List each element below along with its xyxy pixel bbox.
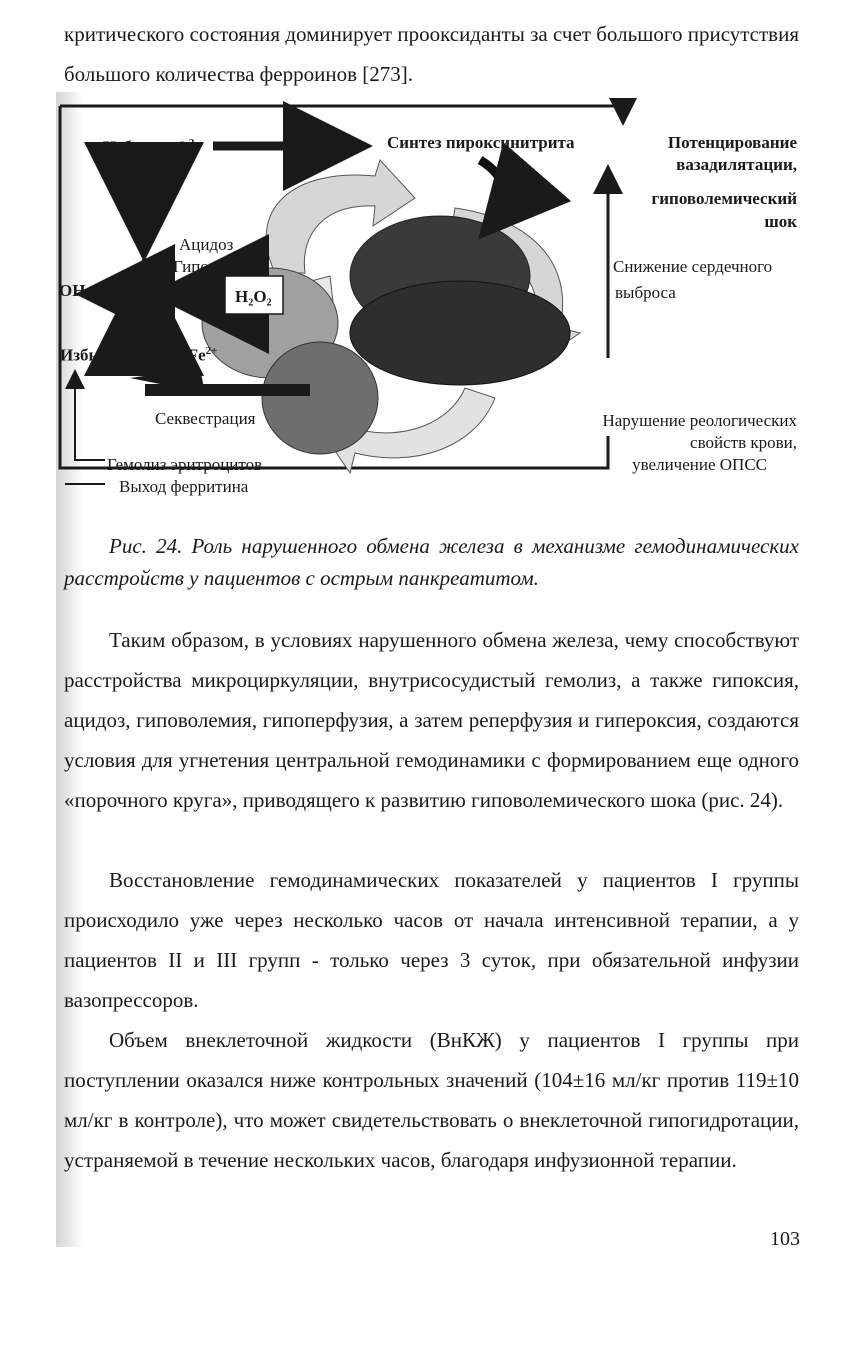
- label-synthesis: Синтез пироксинитрита: [387, 133, 575, 152]
- label-shock-2: шок: [764, 212, 797, 231]
- figure-caption: Рис. 24. Роль нарушенного обмена железа в механизме гемодинамических расстройств у пациентов с острым панкреатитом.: [64, 534, 799, 590]
- label-cardiac-2: выброса: [615, 283, 676, 302]
- label-cardiac-1: Снижение сердечного: [613, 257, 773, 276]
- label-hemolysis: Гемолиз эритроцитов: [107, 455, 263, 474]
- label-rheology-2: свойств крови,: [690, 433, 797, 452]
- label-h2o2: H₂O₂: [235, 287, 272, 306]
- label-ferritin: Выход ферритина: [119, 477, 249, 496]
- label-potentiation-2: вазадилятации,: [676, 155, 797, 174]
- label-excess-fe: Избыток $Fe^{3+}$ ↔ $Fe^{2+}$: [60, 345, 218, 365]
- frame-outline: [60, 106, 623, 120]
- label-shock-1: гиповолемический: [651, 189, 797, 208]
- label-sequestration: Секвестрация: [155, 409, 256, 428]
- paragraph-4: Объем внеклеточной жидкости (ВнКЖ) у пациентов I группы при поступлении оказался ниже контрольных значений (104±16 мл/кг против 119±10 мл/кг в контроле), что может свидетельствовать о внеклеточной гипогидротации, устраняемой в течение нескольких часов, благодаря инфузионной терапии.: [64, 1028, 799, 1172]
- label-potentiation-1: Потенцирование: [667, 133, 797, 152]
- label-acidosis: Ацидоз: [179, 235, 234, 254]
- label-fe2: $Fe^{2+}$: [132, 261, 162, 281]
- label-rheology-3: увеличение ОПСС: [632, 455, 767, 474]
- page-number: 103: [770, 1228, 800, 1250]
- paragraph-2: Таким образом, в условиях нарушенного обмена железа, чему способствуют расстройства микроциркуляции, внутрисосудистый гемолиз, а также гипоксия, ацидоз, гиповолемия, гипоперфузия, а затем реперфузия и гипероксия, создаются условия для угнетения центральной гемодинамики с формированием еще одного «порочного круга», приводящего к развитию гиповолемического шока (рис. 24).: [64, 628, 799, 812]
- paragraph-3: Восстановление гемодинамических показателей у пациентов I группы происходило уже через несколько часов от начала интенсивной терапии, а у пациентов II и III групп - только через 3 суток, при обязательной инфузии вазопрессоров.: [64, 868, 799, 1012]
- paragraph-1: критического состояния доминирует прооксиданты за счет большого присутствия большого количества ферроинов [273].: [64, 22, 799, 86]
- hemolysis-line: [75, 373, 105, 460]
- ellipse-center: [350, 281, 570, 385]
- label-hypoxia: Гипоксия: [173, 257, 242, 276]
- label-rheology-1: Нарушение реологических: [602, 411, 797, 430]
- label-excess-o2: Избыток $О^{2-}$: [103, 137, 198, 157]
- label-oh: ОН·: [59, 281, 92, 300]
- figure-24: [55, 98, 805, 498]
- ellipse-bottom: [262, 342, 378, 454]
